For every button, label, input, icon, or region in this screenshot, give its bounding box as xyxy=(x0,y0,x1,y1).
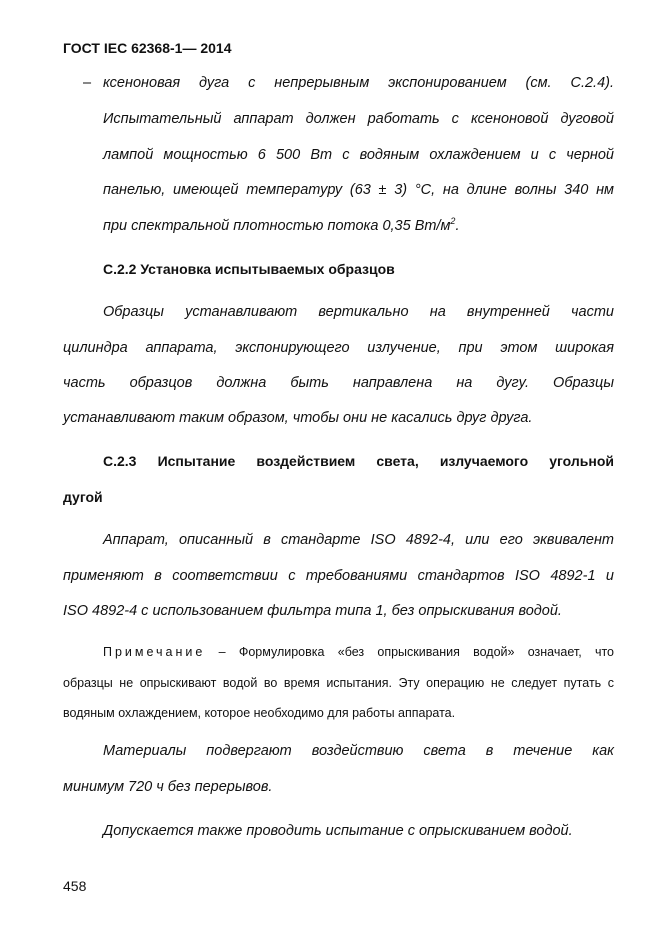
section-heading-c22 xyxy=(63,259,614,279)
paragraph-line: ISO 4892-4 с использованием фильтра типа 1, без опрыскивания водой. xyxy=(63,603,562,619)
list-bullet: – xyxy=(83,75,92,91)
materials-paragraph xyxy=(63,741,614,801)
section-c23-paragraph xyxy=(63,530,614,625)
paragraph-line: Допускается также проводить испытание с опрыскиванием водой. xyxy=(103,823,573,839)
list-line-last-end: . xyxy=(455,218,460,234)
note-line: водяным охлаждением, которое необходимо для работы аппарата. xyxy=(63,706,456,720)
section-heading-c23 xyxy=(63,451,614,511)
paragraph-line: Образцы устанавливают вертикально на внутренней части xyxy=(103,304,614,320)
document-header: ГОСТ IEC 62368-1— 2014 xyxy=(63,40,232,56)
allowed-paragraph xyxy=(63,821,614,841)
list-line: ксеноновая дуга с непрерывным экспонированием (см. С.2.4). xyxy=(103,75,614,91)
paragraph-line: минимум 720 ч без перерывов. xyxy=(63,779,273,795)
paragraph-line: часть образцов должна быть направлена на дугу. Образцы xyxy=(63,375,614,391)
paragraph-line: Материалы подвергают воздействию света в течение как xyxy=(103,743,614,759)
list-item-text xyxy=(103,73,614,243)
list-line: лампой мощностью 6 500 Вт с водяным охлаждением и с черной xyxy=(103,147,614,163)
note-block xyxy=(63,643,614,723)
paragraph-line: применяют в соответствии с требованиями стандартов ISO 4892-1 и xyxy=(63,568,614,584)
section-heading-text: дугой xyxy=(63,489,103,505)
paragraph-line: устанавливают таким образом, чтобы они не касались друг друга. xyxy=(63,410,533,426)
section-heading-text: С.2.2 Установка испытываемых образцов xyxy=(103,261,395,277)
paragraph-line: цилиндра аппарата, экспонирующего излучение, при этом широкая xyxy=(63,340,614,356)
section-c22-paragraph xyxy=(63,302,614,432)
note-line xyxy=(103,643,614,661)
list-line: панелью, имеющей температуру (63 ± 3) °С, на длине волны 340 нм xyxy=(103,182,614,198)
list-line-last-text: при спектральной плотностью потока 0,35 Вт/м xyxy=(103,218,451,234)
paragraph-line: Аппарат, описанный в стандарте ISO 4892-4, или его эквивалент xyxy=(103,532,614,548)
list-line: Испытательный аппарат должен работать с ксеноновой дуговой xyxy=(103,111,614,127)
note-label: Примечание xyxy=(103,645,206,659)
note-line: образцы не опрыскивают водой во время испытания. Эту операцию не следует путать с xyxy=(63,676,614,690)
list-line-last xyxy=(103,216,614,236)
unit-superscript: 2 xyxy=(450,216,456,226)
page-number: 458 xyxy=(63,878,87,894)
note-line-rest: – Формулировка «без опрыскивания водой» означает, что xyxy=(218,645,614,659)
section-heading-text: С.2.3 Испытание воздействием света, излучаемого угольной xyxy=(103,453,614,469)
